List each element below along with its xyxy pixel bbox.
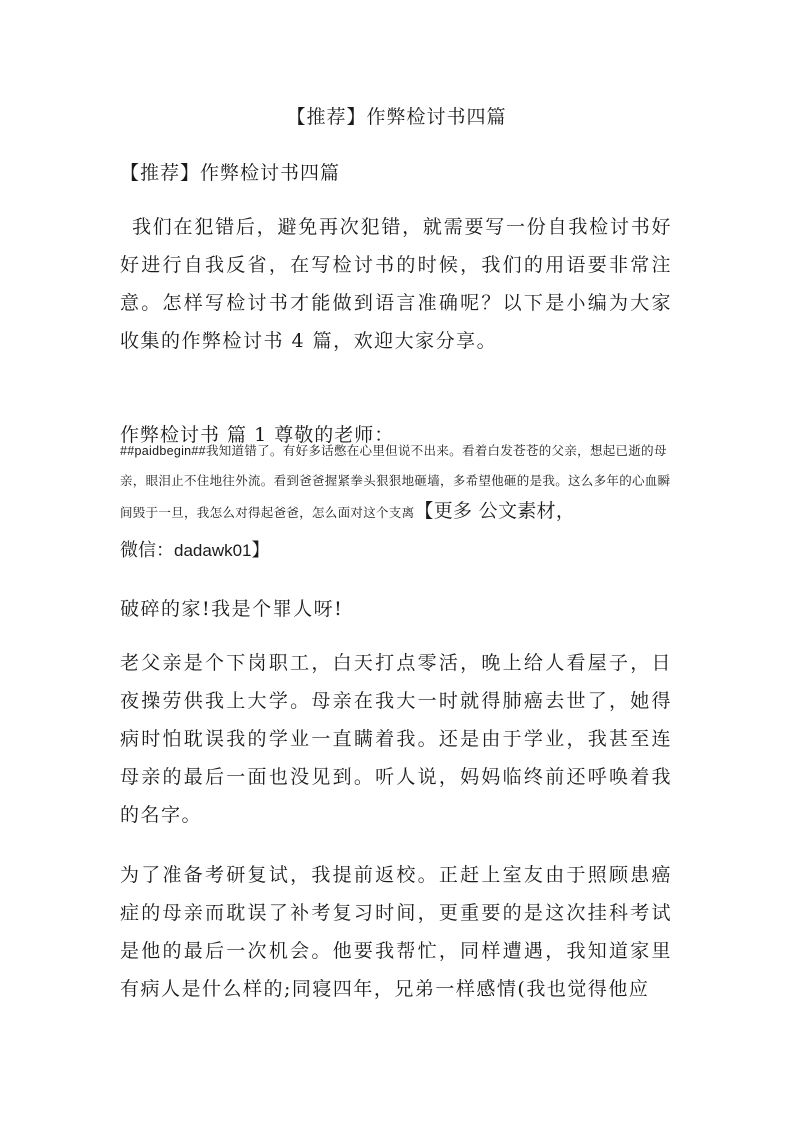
wechat-id: dadawk01 [174,541,252,560]
paragraph-father: 老父亲是个下岗职工，白天打点零活，晚上给人看屋子，日夜操劳供我上大学。母亲在我大一时就得肺癌去世了，她得病时怕耽误我的学业一直瞒着我。还是由于学业，我甚至连母亲的最后一面也没见到。听人说，妈妈临终前还呼唤着我的名字。 [120,652,672,826]
document-subtitle: 【推荐】作弊检讨书四篇 [120,162,341,184]
section-heading: 作弊检讨书 篇 1 尊敬的老师： [120,424,395,446]
wechat-label: 微信： [120,540,174,561]
paragraph-broken-home: 破碎的家!我是个罪人呀! [120,598,344,620]
small-print-text: 我知道错了。有好多话憋在心里但说不出来。看着白发苍苍的父亲，想起已逝的母亲，眼泪止不住地往外流。看到爸爸握紧拳头狠狠地砸墙，多希望他砸的是我。这么多年的心血瞬间毁于一旦，我怎么对得起爸爸，怎么面对这个支离 [120,443,671,520]
promo-open: 【更多 公文素材， [414,500,576,522]
document-title: 【推荐】作弊检讨书四篇 [286,106,507,128]
paid-marker: ##paidbegin## [120,444,206,458]
paragraph-exam: 为了准备考研复试，我提前返校。正赶上室友由于照顾患癌症的母亲而耽误了补考复习时间，更重要的是这次挂科考试是他的最后一次机会。他要我帮忙，同样遭遇，我知道家里有病人是什么样的;同寝四年，兄弟一样感情(我也觉得他应 [120,864,672,1000]
promo-close: 】 [251,540,270,561]
intro-paragraph: 我们在犯错后，避免再次犯错，就需要写一份自我检讨书好好进行自我反省，在写检讨书的时候，我们的用语要非常注意。怎样写检讨书才能做到语言准确呢？以下是小编为大家收集的作弊检讨书 4 篇，欢迎大家分享。 [120,216,672,352]
promo-wechat-line [120,536,270,566]
small-print-paragraph [120,436,676,528]
